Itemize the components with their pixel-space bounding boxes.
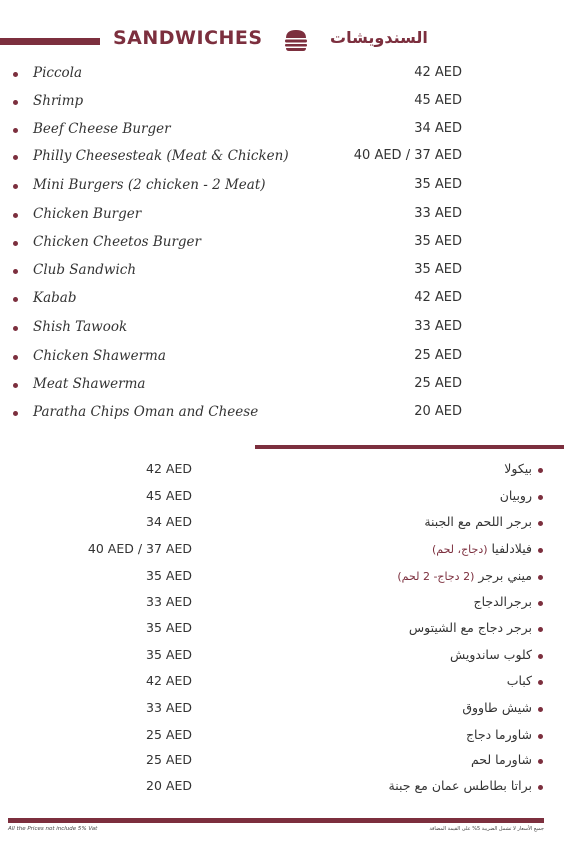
item-price: 45 AED: [146, 488, 192, 503]
item-name: ميني برجر: [478, 568, 532, 583]
item-name: Kabab: [33, 290, 77, 306]
item-name-group: [424, 514, 532, 529]
item-name-group: [504, 461, 532, 476]
item-name: بيكولا: [504, 461, 532, 476]
item-name: Shish Tawook: [33, 319, 128, 335]
item-name: كباب: [506, 673, 532, 688]
bullet-icon: [13, 155, 18, 160]
bullet-icon: [538, 759, 543, 764]
item-name-group: [462, 700, 532, 715]
section-title: SANDWICHES: [113, 27, 263, 49]
menu-item: [0, 234, 470, 258]
item-price: 35 AED: [146, 647, 192, 662]
item-name-group: [450, 647, 532, 662]
item-name: روبيان: [499, 488, 532, 503]
bullet-icon: [538, 468, 543, 473]
bullet-icon: [538, 601, 543, 606]
bullet-icon: [13, 326, 18, 331]
item-price: 34 AED: [146, 514, 192, 529]
item-price: 42 AED: [146, 461, 192, 476]
item-name-group: [466, 727, 532, 742]
bullet-icon: [13, 72, 18, 77]
item-price: 20 AED: [146, 778, 192, 793]
item-price: 33 AED: [146, 594, 192, 609]
bullet-icon: [13, 411, 18, 416]
item-name-group: [500, 488, 532, 503]
bullet-icon: [538, 785, 543, 790]
burger-icon: [284, 29, 308, 51]
menu-item-arabic: [0, 727, 564, 751]
menu-item-arabic: [0, 673, 564, 697]
bullet-icon: [13, 241, 18, 246]
menu-item-arabic: [0, 700, 564, 724]
item-note: (2 دجاج- 2 لحم): [397, 570, 475, 583]
menu-item: [0, 93, 470, 117]
item-name: برجر دجاج مع الشيتوس: [408, 620, 532, 635]
item-note: (دجاج، لحم): [431, 543, 488, 556]
item-price: 33 AED: [414, 319, 462, 334]
item-name: برجرالدجاج: [473, 594, 532, 609]
item-name-group: [397, 568, 532, 583]
menu-item: [0, 262, 470, 286]
item-name: Beef Cheese Burger: [33, 121, 171, 137]
bullet-icon: [13, 213, 18, 218]
item-price: 33 AED: [414, 206, 462, 221]
bullet-icon: [13, 100, 18, 105]
menu-item-arabic: [0, 488, 564, 512]
menu-item-arabic: [0, 778, 564, 802]
bullet-icon: [13, 128, 18, 133]
item-price: 25 AED: [414, 376, 462, 391]
vat-note: All the Prices not include 5% Vat: [8, 826, 98, 832]
item-price: 34 AED: [414, 121, 462, 136]
footer-accent-bar: [8, 818, 544, 823]
bullet-icon: [538, 575, 543, 580]
bullet-icon: [13, 355, 18, 360]
item-price: 45 AED: [414, 93, 462, 108]
bullet-icon: [13, 383, 18, 388]
vat-note-arabic: جميع الأسعار لا تشمل الضريبة 5% على القيمة المضافة: [429, 826, 544, 832]
bullet-icon: [538, 521, 543, 526]
bullet-icon: [13, 184, 18, 189]
item-name: Shrimp: [33, 93, 84, 109]
item-name: شاورما لحم: [470, 752, 532, 767]
item-name: Paratha Chips Oman and Cheese: [33, 404, 259, 420]
bullet-icon: [538, 707, 543, 712]
bullet-icon: [13, 297, 18, 302]
bullet-icon: [13, 269, 18, 274]
item-price: 35 AED: [146, 620, 192, 635]
item-price: 42 AED: [414, 65, 462, 80]
item-name: برجر اللحم مع الجبنة: [424, 514, 532, 529]
item-price: 25 AED: [414, 348, 462, 363]
item-name: Meat Shawerma: [33, 376, 146, 392]
item-name-group: [389, 778, 532, 793]
item-price: 40 AED / 37 AED: [87, 541, 192, 556]
menu-item: [0, 319, 470, 343]
item-price: 25 AED: [146, 727, 192, 742]
item-name: Chicken Cheetos Burger: [33, 234, 201, 250]
menu-item: [0, 148, 470, 172]
item-price: 35 AED: [414, 262, 462, 277]
item-name-group: [432, 541, 532, 556]
bullet-icon: [538, 680, 543, 685]
item-price: 42 AED: [414, 290, 462, 305]
item-name: شيش طاووق: [462, 700, 532, 715]
item-name: Chicken Burger: [33, 206, 142, 222]
item-price: 25 AED: [146, 752, 192, 767]
menu-item-arabic: [0, 568, 564, 592]
menu-item-arabic: [0, 461, 564, 485]
menu-item-arabic: [0, 541, 564, 565]
item-name: Chicken Shawerma: [33, 348, 166, 364]
bullet-icon: [538, 627, 543, 632]
divider-bar: [255, 445, 564, 449]
bullet-icon: [538, 654, 543, 659]
item-name: Mini Burgers (2 chicken - 2 Meat): [33, 177, 266, 193]
menu-item: [0, 404, 470, 428]
item-name-group: [474, 594, 532, 609]
header-accent-bar: [0, 38, 100, 45]
menu-item: [0, 290, 470, 314]
section-title-arabic: السندويشات: [330, 28, 428, 47]
item-name: Club Sandwich: [33, 262, 137, 278]
item-price: 20 AED: [414, 404, 462, 419]
item-name: Philly Cheesesteak (Meat & Chicken): [33, 148, 289, 164]
item-price: 40 AED / 37 AED: [353, 148, 462, 163]
item-name: براتا بطاطس عمان مع جبنة: [388, 778, 532, 793]
item-name: فيلادلفيا: [491, 541, 532, 556]
menu-item: [0, 121, 470, 145]
bullet-icon: [538, 495, 543, 500]
menu-item-arabic: [0, 752, 564, 776]
item-name-group: [409, 620, 532, 635]
menu-item: [0, 206, 470, 230]
menu-item-arabic: [0, 620, 564, 644]
item-name-group: [471, 752, 532, 767]
item-price: 33 AED: [146, 700, 192, 715]
menu-item: [0, 348, 470, 372]
menu-item: [0, 177, 470, 201]
menu-item: [0, 376, 470, 400]
menu-item-arabic: [0, 647, 564, 671]
item-price: 42 AED: [146, 673, 192, 688]
item-price: 35 AED: [414, 234, 462, 249]
menu-item-arabic: [0, 594, 564, 618]
item-name-group: [507, 673, 532, 688]
item-price: 35 AED: [414, 177, 462, 192]
item-name: كلوب ساندويش: [449, 647, 532, 662]
item-name: شاورما دجاج: [465, 727, 532, 742]
bullet-icon: [538, 734, 543, 739]
item-name: Piccola: [33, 65, 83, 81]
bullet-icon: [538, 548, 543, 553]
menu-item: [0, 65, 470, 89]
item-price: 35 AED: [146, 568, 192, 583]
menu-item-arabic: [0, 514, 564, 538]
